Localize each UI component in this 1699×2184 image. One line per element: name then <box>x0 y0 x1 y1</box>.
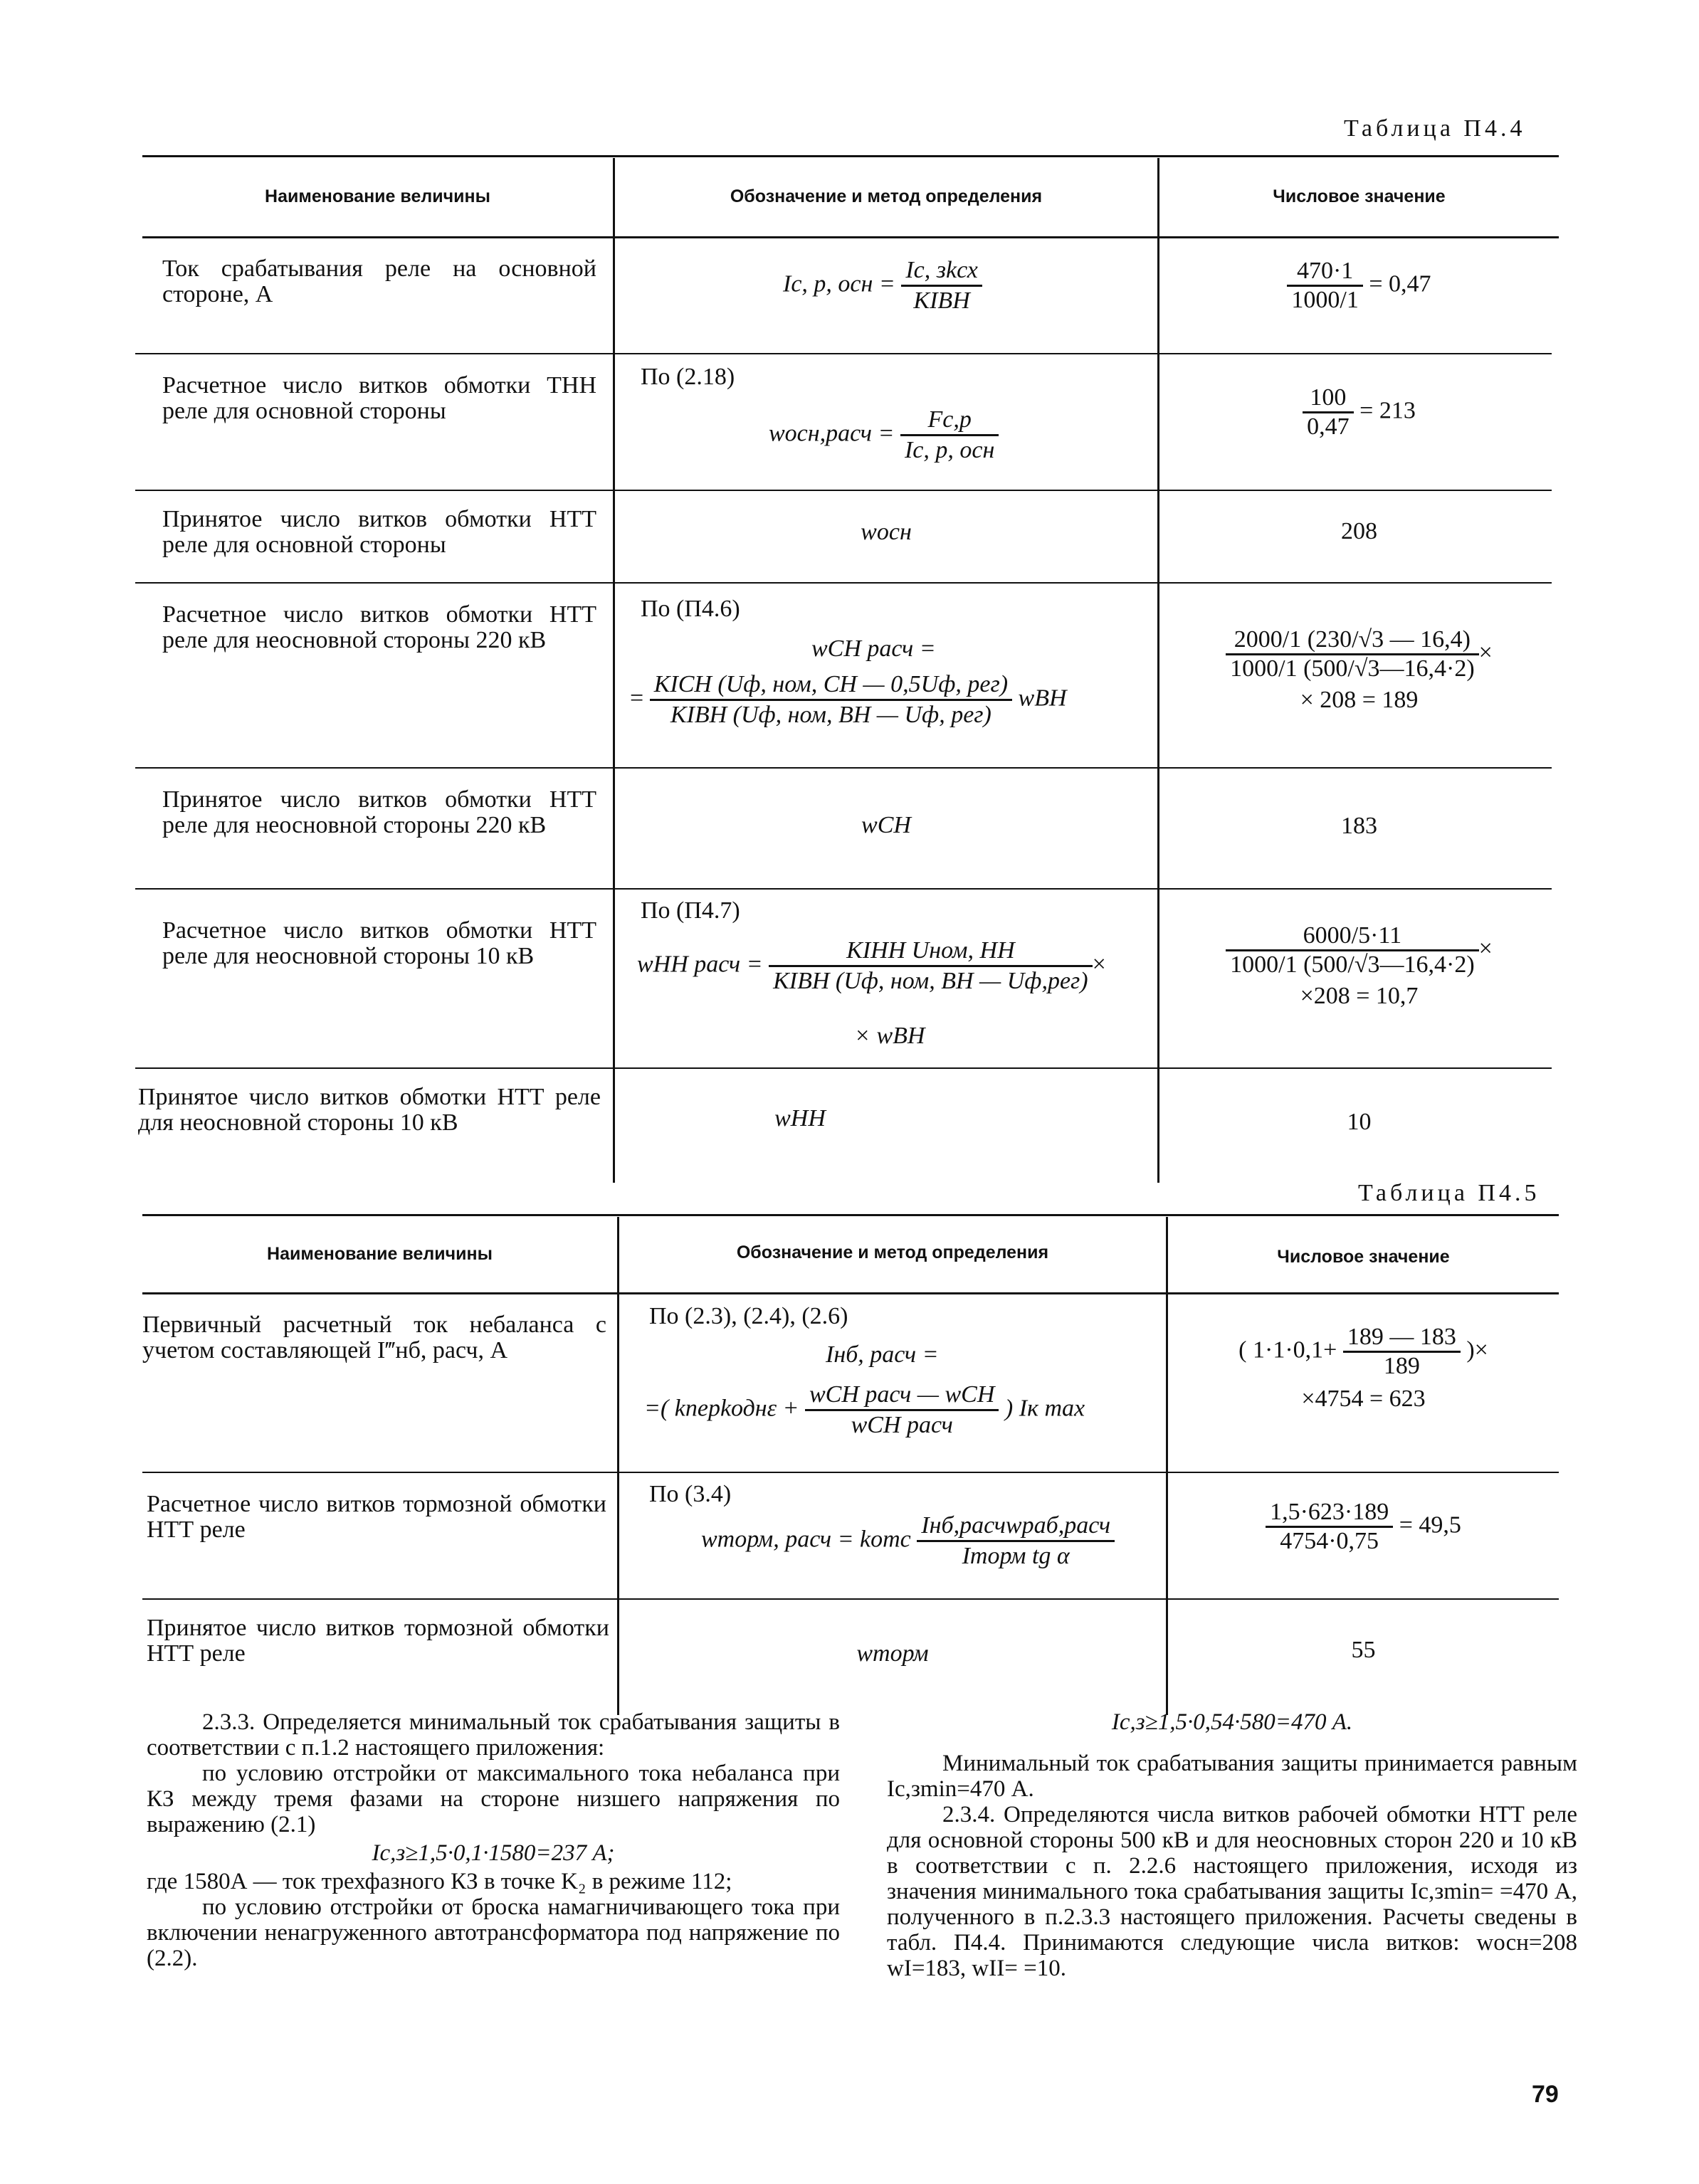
table-cell-ref: По (2.3), (2.4), (2.6) <box>649 1303 848 1329</box>
table-cell-formula <box>783 256 982 315</box>
table-cell-value <box>1159 626 1559 714</box>
value-denominator: 1000/1 (500/√3—16,4·2) <box>1230 655 1475 682</box>
formula-tail: ) Iк max <box>1004 1395 1085 1422</box>
table-rule <box>142 236 1559 238</box>
formula-multiply: × <box>1092 951 1106 978</box>
page-number: 79 <box>1532 2081 1559 2108</box>
value-numerator: 6000/5·11 <box>1226 922 1479 951</box>
value-denominator: 189 <box>1383 1353 1420 1379</box>
formula-top: Iнб, расч = <box>826 1341 939 1368</box>
formula-denominator: Iторм tg α <box>962 1543 1070 1569</box>
table-caption: Таблица П4.5 <box>1358 1180 1540 1206</box>
table-cell-formula <box>644 1381 1085 1440</box>
table-caption: Таблица П4.4 <box>1344 115 1526 142</box>
table-cell-formula <box>701 1512 1115 1571</box>
text-column-right <box>887 1709 1577 1981</box>
row-rule <box>135 353 1552 354</box>
table-cell-symbol: wторм <box>856 1640 929 1667</box>
table-cell-name: Ток срабатывания реле на основной стороне, А <box>162 255 596 307</box>
table-cell-formula <box>637 937 1106 996</box>
formula-numerator: Iнб,расчwраб,расч <box>917 1512 1115 1542</box>
table-cell-name: Принятое число витков обмотки НТТ реле для основной стороны <box>162 506 596 558</box>
table-cell-ref: По (3.4) <box>649 1481 732 1507</box>
value-denominator: 1000/1 <box>1291 287 1359 313</box>
table-cell-value: 183 <box>1341 813 1377 839</box>
value-result: = 213 <box>1359 397 1416 424</box>
row-rule <box>135 1067 1552 1069</box>
formula-numerator: Fс,р <box>900 406 999 436</box>
formula-numerator: Ic, зkсх <box>901 256 982 287</box>
table-cell-value <box>1168 1324 1559 1413</box>
value-numerator: 470·1 <box>1287 258 1362 287</box>
value-result: ×4754 = 623 <box>1301 1386 1426 1412</box>
formula-denominator: KIВН <box>913 287 970 314</box>
formula-denominator: wСН расч <box>851 1412 953 1438</box>
formula-lhs: wосн,расч = <box>769 420 895 447</box>
table-cell-name: Принятое число витков тормозной обмотки НТТ реле <box>147 1615 609 1667</box>
paragraph: по условию отстройки от броска намагничивающего тока при включении ненагруженного автотрансформатора под напряжение по (2.2). <box>147 1894 840 1971</box>
paragraph: по условию отстройки от максимального тока небаланса при КЗ между тремя фазами на стороне низшего напряжения по выражению (2.1) <box>147 1761 840 1837</box>
formula-tail: × wВН <box>854 1023 925 1049</box>
column-header: Наименование величины <box>267 1244 493 1264</box>
formula-lhs: Ic, p, осн = <box>783 270 895 297</box>
table-cell-value <box>1159 258 1559 314</box>
value-denominator: 4754·0,75 <box>1280 1528 1379 1554</box>
table-cell-value: 55 <box>1351 1637 1376 1663</box>
formula-denominator: KIВН (Uф, ном, ВН — Uф, рег) <box>670 702 991 728</box>
column-header: Числовое значение <box>1277 1247 1450 1267</box>
table-cell-value: 10 <box>1347 1109 1372 1135</box>
value-numerator: 100 <box>1303 384 1354 413</box>
value-result: × 208 = 189 <box>1300 687 1419 713</box>
value-result: ×208 = 10,7 <box>1300 983 1419 1009</box>
table-cell-name: Расчетное число витков тормозной обмотки НТТ реле <box>147 1491 606 1543</box>
formula-top: wСН расч = <box>811 635 936 662</box>
table-cell-name: Принятое число витков обмотки НТТ реле для неосновной стороны 220 кВ <box>162 786 596 838</box>
table-cell-value <box>1159 922 1559 1010</box>
paragraph: Минимальный ток срабатывания защиты принимается равным Ic,зmin=470 А. <box>887 1751 1577 1802</box>
formula-lhs: wНН расч = <box>637 951 763 978</box>
value-numerator: 1,5·623·189 <box>1266 1499 1393 1528</box>
table-cell-symbol: wНН <box>774 1105 826 1131</box>
value-tail: )× <box>1466 1336 1488 1363</box>
table-rule <box>142 1292 1559 1294</box>
equation: Ic,з≥1,5·0,1·1580=237 А; <box>372 1840 615 1866</box>
table-cell-value: 208 <box>1341 518 1377 544</box>
table-cell-value <box>1159 384 1559 441</box>
paragraph: 2.3.3. Определяется минимальный ток срабатывания защиты в соответствии с п.1.2 настоящего приложения: <box>147 1709 840 1761</box>
value-lead: ( 1·1·0,1+ <box>1238 1336 1337 1363</box>
table-cell-ref: По (П4.7) <box>641 897 740 924</box>
table-cell-formula <box>630 670 1067 729</box>
text-column-left <box>147 1709 840 1971</box>
value-result: = 0,47 <box>1369 270 1431 297</box>
table-cell-name: Первичный расчетный ток небаланса с учетом составляющей I‴нб, расч, А <box>142 1312 606 1363</box>
value-numerator: 189 — 183 <box>1343 1324 1461 1353</box>
formula-lhs: wторм, расч = kотс <box>701 1526 911 1553</box>
column-header: Наименование величины <box>265 186 490 206</box>
value-result: = 49,5 <box>1399 1512 1461 1539</box>
formula-denominator: Ic, p, осн <box>904 437 995 463</box>
paragraph: 2.3.4. Определяются числа витков рабочей обмотки НТТ реле для основной стороны 500 кВ и для неосновных сторон 220 и 10 кВ в соответствии с п. 2.2.6 настоящего приложения, исходя из значения минимального тока срабатывания защиты Ic,зmin= =470 А, полученного в п.2.3.3 настоящего приложения. Расчеты сведены в табл. П4.4. Принимаются следующие числа витков: wосн=208 wI=183, wII= =10. <box>887 1802 1577 1981</box>
table-cell-formula <box>769 406 999 465</box>
row-rule <box>135 767 1552 769</box>
table-cell-ref: По (П4.6) <box>641 596 740 622</box>
equation: Ic,з≥1,5·0,54·580=470 А. <box>1111 1709 1353 1735</box>
formula-tail: wВН <box>1018 685 1067 712</box>
value-denominator: 0,47 <box>1307 413 1350 440</box>
formula-numerator: KIСН (Uф, ном, СН — 0,5Uф, рег) <box>650 670 1012 701</box>
column-header: Обозначение и метод определения <box>736 1243 1049 1262</box>
value-numerator: 2000/1 (230/√3 — 16,4) <box>1226 626 1479 655</box>
paragraph: где 1580А — ток трехфазного КЗ в точке K₂ в режиме 112; <box>147 1869 732 1894</box>
table-divider <box>613 158 615 1183</box>
table-cell-symbol: wосн <box>861 519 912 545</box>
row-rule <box>142 1472 1559 1473</box>
table-cell-name: Расчетное число витков обмотки ТНН реле для основной стороны <box>162 372 596 424</box>
row-rule <box>135 582 1552 584</box>
table-rule <box>142 1214 1559 1216</box>
table-cell-symbol: wСН <box>861 812 911 838</box>
column-header: Числовое значение <box>1273 186 1446 206</box>
row-rule <box>135 888 1552 890</box>
table-cell-name: Расчетное число витков обмотки НТТ реле для неосновной стороны 220 кВ <box>162 601 596 653</box>
value-denominator: 1000/1 (500/√3—16,4·2) <box>1230 951 1475 978</box>
formula-denominator: KIВН (Uф, ном, ВН — Uф,рег) <box>773 968 1088 994</box>
value-multiply: × <box>1478 935 1493 962</box>
table-cell-ref: По (2.18) <box>641 364 735 390</box>
formula-eq: = <box>630 685 644 712</box>
value-multiply: × <box>1478 639 1493 666</box>
table-cell-name: Принятое число витков обмотки НТТ реле для неосновной стороны 10 кВ <box>138 1084 601 1136</box>
table-rule <box>142 155 1559 157</box>
row-rule <box>135 490 1552 491</box>
row-rule <box>142 1598 1559 1600</box>
formula-numerator: KIНН Uном, НН <box>769 937 1093 967</box>
formula-numerator: wСН расч — wСН <box>805 1381 999 1411</box>
column-header: Обозначение и метод определения <box>730 186 1043 206</box>
table-cell-value <box>1168 1499 1559 1555</box>
table-cell-name: Расчетное число витков обмотки НТТ реле для неосновной стороны 10 кВ <box>162 917 596 969</box>
formula-lead: =( kперkоднε + <box>644 1395 799 1422</box>
